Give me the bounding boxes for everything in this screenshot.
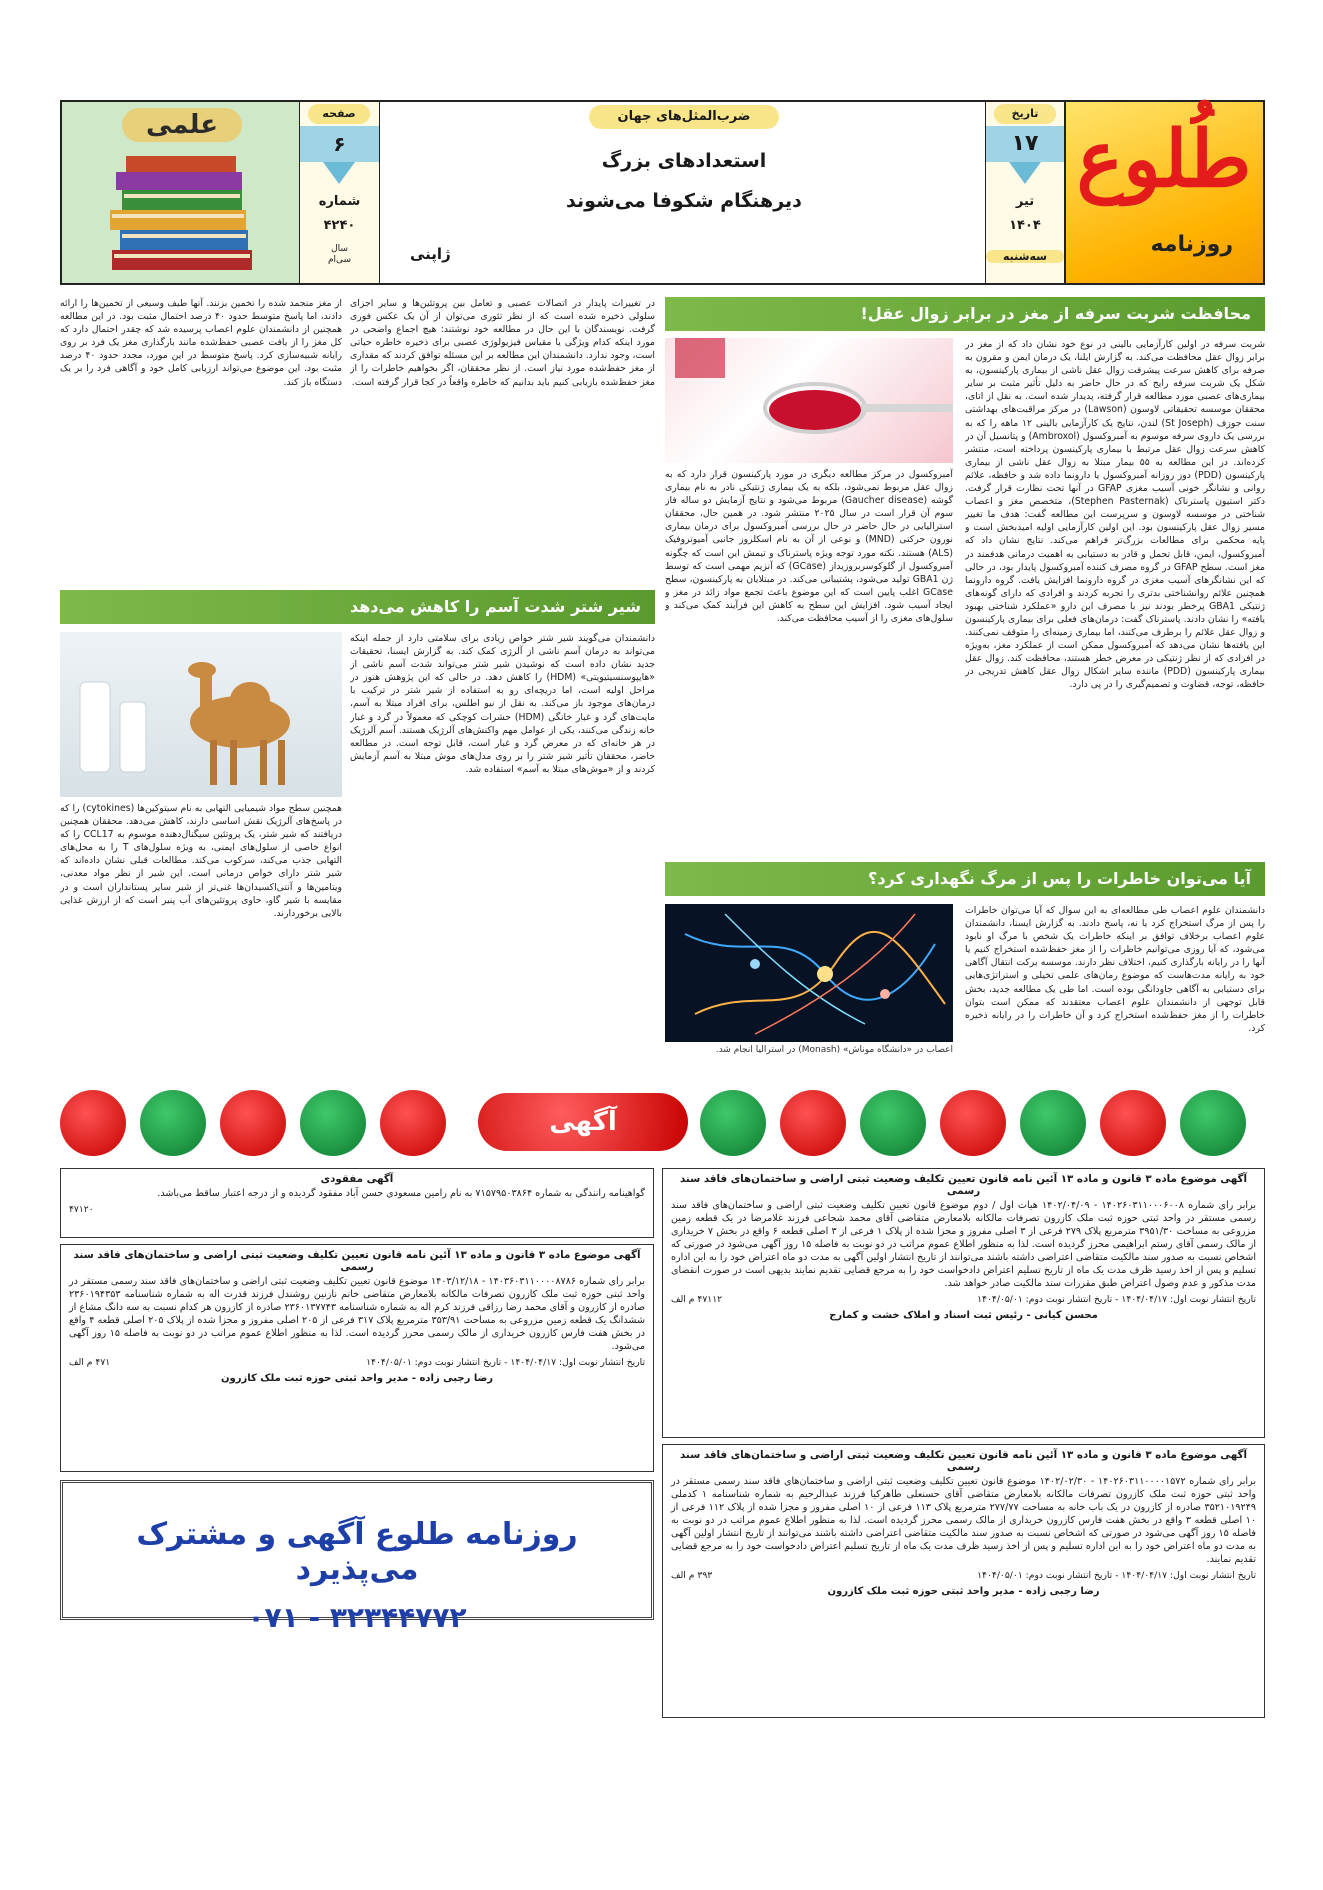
month-name: تیر [1015, 194, 1035, 209]
article-1-body: شربت سرفه در اولین کارآزمایی بالینی در نوع خود نشان داد که از مغز در برابر زوال عقل محافظت می‌کند. به گزارش ایلنا، یک درمان ایمن و مقرون به صرفه برای کاهش سرعت پیشرفت زوال عقل ناشی از بیماری پارکینسون، به شکل یک شربت سرفه رایج که در حال حاضر به دلیل تأثیر مثبت بر سایر بیماری‌های عصبی مورد مطالعه قرار گرفته، پدیدار شده است. به نقل از اتای، محققان موسسه تحقیقاتی لاوسون (Lawson) در مرکز مراقبت‌های بهداشتی سنت جوزف (St Joseph) لندن، نتایج یک کارآزمایی بالینی ۱۲ ماهه را که به بررسی یک داروی سرفه موسوم به آمبروکسول (Ambroxol) و پتانسیل آن در کاهش سرعت زوال عقل مرتبط با بیماری پارکینسون پرداخته است، منتشر کرده‌اند. در این مطالعه به ۵۵ بیمار مبتلا به زوال عقل ناشی از بیماری پارکینسون (PDD) دوز روزانه آمبروکسول یا دارونما داده شد و حافظه، علائم روانی و نشانگر خونی آسیب مغزی GFAP در آنها تحت نظارت قرار گرفت. دکتر استیون پاسترناک (Stephen Pasternak)، متخصص مغز و اعصاب شناختی در موسسه لاوسون و سرپرست این مطالعه گفت: هدف ما تغییر مسیر زوال عقل پارکینسون بود. این اولین کارآزمایی اولیه امیدبخش است و پایه محکمی برای مطالعات بزرگ‌تر فراهم می‌کند. نتایج نشان داد که آمبروکسول، ایمن، قابل تحمل و قادر به دستیابی به اهمیت درمانی هدفمند در مغز است. سطح GFAP در گروه مصرف کننده آمبروکسول پایدار بود، در حالی که این نشانگرهای آسیب مغزی در گروه دارونما افزایش یافت. گروه دارونما همچنین علائم روانشناختی بدتری را تجربه کردند و افرادی که دارای گونه‌های ژنتیکی GBA1 پرخطر بودند نیز با مصرف این دارو «عملکرد شناختی بهبود یافته» را نشان دادند. پاسترناک گفت: درمان‌های فعلی برای بیماری پارکینسون و زوال عقل علائم را برطرف می‌کنند، اما بیماری زمینه‌ای را متوقف نمی‌کنند. این یافته‌ها نشان می‌دهد که آمبروکسول ممکن است از عملکرد مغز، به‌ویژه در افرادی که از نظر ژنتیکی در معرض خطر هستند، محافظت کند. زوال عقل بیماری پارکینسون (PDD) ماننده سایر اشکال زوال عقل کاهش تدریجی در حافظه، توجه، قضاوت و تصمیم‌گیری را در پی دارد. [965, 339, 1265, 691]
notice-meta [69, 1357, 645, 1368]
arrow-down-icon [1009, 162, 1041, 184]
ad-strip-circle [700, 1090, 766, 1156]
notice-meta [69, 1204, 645, 1215]
logo-subtitle: روزنامه [1150, 232, 1233, 257]
notice-dates: تاریخ انتشار نوبت اول: ۱۴۰۴/۰۴/۱۷ - تاریخ انتشار نوبت دوم: ۱۴۰۴/۰۵/۰۱ [366, 1357, 645, 1368]
issue-label: شماره [318, 194, 361, 209]
page-panel [299, 102, 380, 283]
section-panel [62, 102, 299, 283]
neurons-image [665, 904, 953, 1042]
article-2-body: دانشمندان علوم اعصاب طی مطالعه‌ای به این سوال که آیا می‌توان خاطرات را پس از مرگ استخراج کرد یا نه، پاسخ دادند. به گزارش ایسنا، دانشمندان علوم اعصاب برخلاف توافق بر اینکه خاطرات یک شخص با مرگ او نابود می‌شود، که آیا روزی می‌توانیم خاطرات را از مغز حفظ‌شده استخراج کنیم یا آنها را در رایانه بارگذاری کنیم، اختلاف نظر دارند. موسسه برکت انتقال آگاهی خود به رایانه مدت‌هاست که موضوع رمان‌های علمی تخیلی و استراتژی‌هایی برای دستیابی به آگاهی جاودانگی بوده است. اما طی یک مطالعه جدید، بخش قابل توجهی از دانشمندان علوم اعصاب معتقدند که ممکن است بتوان خاطرات را از مغز حفظ‌شده استخراج کرد و آن خاطرات را در رایانه ذخیره کرد. [965, 905, 1265, 1034]
notice-dates: تاریخ انتشار نوبت اول: ۱۴۰۴/۰۴/۱۷ - تاریخ انتشار نوبت دوم: ۱۴۰۴/۰۵/۰۱ [977, 1570, 1256, 1581]
page-number: ۶ [300, 126, 379, 162]
day-number: ۱۷ [986, 126, 1064, 162]
ad-strip-circle [860, 1090, 926, 1156]
notice-body: برابر رای شماره ۱۴۰۲۶۰۳۱۱۰۰۰۰۱۵۷۲ - ۱۴۰۲/۰۲/۳۰ موضوع قانون تعیین تکلیف وضعیت ثبتی اراضی و ساختمان‌های فاقد سند رسمی مستقر در واحد ثبتی حوزه ثبت ملک کازرون تصرفات مالکانه بلامعارض متقاضی آقای حسنعلی طاهرکیا فرزند عبدالرحیم به شماره شناسنامه ۱ کدملی ۳۵۲۱۰۱۹۲۴۹ صادره از کازرون در یک باب خانه به مساحت ۲۷۷/۷۷ مترمربع پلاک ۱۱۳ فرعی از ۱۰ اصلی مفروز و مجزا شده از پلاک ۱۱۲ فرعی از ۱۰ اصلی قطعه ۳ واقع در بخش هفت فارس کازرون خریداری از مالک رسمی محرز گردیده است. لذا به منظور اطلاع عموم مراتب در دو نوبت به فاصله ۱۵ روز آگهی می‌شود در صورتی که اشخاص نسبت به صدور سند مالکیت متقاضی اعتراضی داشته باشند می‌توانند از تاریخ انتشار اولین آگهی به مدت دو ماه اعتراض خود را به این اداره تسلیم و پس از اخذ رسید ظرف مدت یک ماه از تاریخ تسلیم اعتراض دادخواست خود را به مرجع قضایی تقدیم نمایند. [671, 1476, 1257, 1565]
weekday-name: سه‌شنبه [986, 250, 1064, 263]
camel-icon [60, 632, 342, 797]
notice-code: ۴۷۱۲۰ [69, 1204, 94, 1215]
proverb-line-2: دیرهنگام شکوفا می‌شوند [566, 190, 802, 212]
article-5-body: از مغز منجمد شده را تخمین بزنند. آنها طیف وسیعی از تخمین‌ها را ارائه دادند، اما پاسخ متوسط حدود ۴۰ درصد احتمال مثبت بود. در این مطالعه همچنین از دانشمندان علوم اعصاب پرسیده شد که چقدر احتمال دارد که کل مغز را از یافت عصبی حفظ‌شده مانند بارگذاری مغز یک فرد بر روی رایانه شبیه‌سازی کرد. پاسخ متوسط در این مورد، مجدد حدود ۴۰ درصد مثبت بود. این موضوع می‌تواند ارزیابی کامل خود و آگاهی فرد را بر یک دستگاه باز کند. [60, 298, 342, 388]
promo-phone[interactable]: ۰۷۱ - ۳۲۳۴۴۷۷۲ [247, 1601, 467, 1634]
promo-headline: روزنامه طلوع آگهی و مشترک می‌پذیرد [136, 1517, 578, 1587]
article-3-title[interactable]: شیر شتر شدت آسم را کاهش می‌دهد [60, 590, 655, 624]
ad-strip-circle [1020, 1090, 1086, 1156]
subscription-promo[interactable] [60, 1480, 654, 1634]
notice-signature: محسن کیانی - رئیس ثبت اسناد و املاک خشت و کمارج [829, 1310, 1098, 1321]
volume-label: سال سی‌ام [327, 244, 352, 265]
ad-strip-circle [1100, 1090, 1166, 1156]
article-4-body: در تغییرات پایدار در اتصالات عصبی و تعامل بین پروتئین‌ها و سایر اجزای سلولی ذخیره شده است که از نظر تئوری می‌توان از آن یک عکس فوری گرفت. نویسندگان با این حال در مطالعه خود نوشتند: هیچ اجماع واضحی در مورد اینکه کدام ویژگی یا مقیاس فیزیولوژی عصبی برای ذخیره خاطره حیاتی است، وجود ندارد. دانشمندان این مطالعه بر این مسئله توافق کردند که مقداری از مغز حفظ‌شده مورد نیاز است. از نظر محققان، اگر بخواهیم خاطرات را از مغز حفظ‌شده بازیابی کنیم باید بدانیم که خاطره واقعاً در کجا قرار گرفته است. [350, 298, 655, 388]
notice-body: گواهینامه رانندگی به شماره ۷۱۵۷۹۵۰۳۸۶۴ به نام رامین مسعودی حسن آباد مفقود گردیده و از درجه اعتبار ساقط می‌باشد. [157, 1188, 645, 1199]
cough-syrup-image [665, 338, 953, 463]
ad-section-label: آگهی [478, 1093, 688, 1151]
ad-strip-circle [300, 1090, 366, 1156]
notice-title: آگهی موضوع ماده ۳ قانون و ماده ۱۳ آئین نامه قانون تعیین تکلیف وضعیت ثبتی اراضی و ساختمان‌های فاقد سند رسمی [679, 1449, 1248, 1473]
notice-code: ۴۷۱ م الف [69, 1357, 111, 1368]
logo-wordmark: طُلوع [1076, 114, 1252, 205]
notice-code: ۳۹۳ م الف [671, 1570, 713, 1581]
arrow-down-icon [323, 162, 355, 184]
article-2-title[interactable]: آیا می‌توان خاطرات را پس از مرگ نگهداری کرد؟ [665, 862, 1265, 896]
article-3-body: دانشمندان می‌گویند شیر شتر خواص زیادی برای سلامتی دارد از جمله اینکه می‌تواند به درمان آسم ناشی از آلرژی کمک کند. به گزارش ایسنا، تحقیقات جدید نشان داده است که نوشیدن شیر شتر می‌تواند شدت آسم ناشی از «هایپوسنسیتیویتی» (HDM) را کاهش دهد. در حالی که این پژوهش هنوز در مراحل اولیه است، اما دریچه‌ای رو به استفاده از شیر شتر در ترکیب با درمان‌های موجود باز می‌کند. به نقل از نیو اطلس، برای افراد مبتلا به آسم، مایت‌های گرد و غبار خانگی (HDM) حشرات کوچکی که معمولاً در گرد و غبار خانه زندگی می‌کنند، یکی از عوامل مهم واکنش‌های آلرژیک هستند. آسم آلرژیک در هر خانه‌ای که در معرض گرد و غبار است، قابل توجه است. در مطالعه حاضر، محققان تأثیر شیر شتر را بر روی مدل‌های موش مبتلا به آسم آزمایش کردند و از «موش‌های مبتلا به آسم» استفاده شد. [350, 633, 655, 775]
notice-body: برابر رای شماره ۱۴۰۲۶۰۳۱۱۰۰۰۶۰۰۸ - ۱۴۰۲/۰۴/۰۹ هیات اول / دوم موضوع قانون تعیین تکلیف وضعیت ثبتی اراضی و ساختمان‌های فاقد سند رسمی مستقر در واحد ثبتی حوزه ثبت ملک کازرون تصرفات مالکانه بلامعارض متقاضی آقای محمد شجاعی فرزند غلامرضا در یک قطعه زمین مزروعی به مساحت ۳۹۵۱/۳۰ مترمربع پلاک ۲۷۹ فرعی از ۳ اصلی مفروز و مجزا شده از پلاک ۱ فرعی از ۳ اصلی قطعه ۶ واقع در بخش ۷ خریداری از مالک رسمی آقای رستم ابراهیمی محرز گردیده است. لذا به منظور اطلاع عموم مراتب در دو نوبت به فاصله ۱۵ روز آگهی می‌شود در صورتی که اشخاص نسبت به صدور سند مالکیت متقاضی اعتراضی داشته باشند می‌توانند از تاریخ انتشار اولین آگهی به مدت دو ماه اعتراض خود را به این اداره تسلیم و پس از اخذ رسید ظرف مدت یک ماه از تاریخ تسلیم اعتراض دادخواست خود را به مرجع قضایی تقدیم نمایند بدیهی است در صورت انقضای مدت مذکور و عدم وصول اعتراض طبق مقررات سند مالکیت صادر خواهد شد. [671, 1200, 1257, 1289]
section-title: علمی [122, 108, 242, 142]
notice-meta [671, 1570, 1256, 1581]
page-label: صفحه [308, 104, 370, 124]
masthead [60, 100, 1265, 285]
ad-strip-circle [220, 1090, 286, 1156]
ad-strip-circle [60, 1090, 126, 1156]
neuron-network-icon [665, 904, 953, 1042]
newspaper-logo[interactable] [1064, 102, 1263, 283]
ad-strip-circle [940, 1090, 1006, 1156]
books-icon [102, 150, 262, 278]
spoon-syrup-icon [665, 338, 953, 463]
ad-strip-circle [140, 1090, 206, 1156]
article-3-body-continued: همچنین سطح مواد شیمیایی التهابی به نام سیتوکین‌ها (cytokines) را که در پاسخ‌های آلرژیک نقش اساسی دارند، کاهش می‌دهد. محققان همچنین دریافتند که شیر شتر، یک پروتئین سیگنال‌دهنده موسوم به CCL17 را که انواع خاصی از سلول‌های ایمنی، به ویژه سلول‌های T را به محل‌های التهابی جذب می‌کند، سرکوب می‌کند. مطالعات قبلی نشان داده‌اند که شیر شتر دارای خواص درمانی است. این شیر از نظر مواد معدنی، ویتامین‌ها و آنتی‌اکسیدان‌ها غنی‌تر از شیر سایر پستانداران است و در مقایسه با شیر گاو، حاوی پروتئین‌های آب پنیر است که از ارزش غذایی بالایی برخوردارند. [60, 803, 342, 919]
camel-milk-image [60, 632, 342, 797]
notice-code: ۴۷۱۱۲ م الف [671, 1294, 723, 1305]
notice-body: برابر رای شماره ۱۴۰۳۶۰۳۱۱۰۰۰۰۸۷۸۶ - ۱۴۰۳/۱۲/۱۸ موضوع قانون تعیین تکلیف وضعیت ثبتی اراضی و ساختمان‌های فاقد سند رسمی مستقر در واحد ثبتی حوزه ثبت ملک کازرون تصرفات مالکانه بلامعارض متقاضی خانم نازنین روشندل فرزند قدرت اله به شماره شناسنامه ۲۳۶۰۱۹۴۳۵۳ صادره از کازرون و آقای محمد رضا رزاقی فرزند کرم اله به شماره شناسنامه ۲۳۶۰۱۳۷۷۴۳ صادره از کازرون هر کدام نسبت به سه دانگ مشاع از ششدانگ یک قطعه زمین مزروعی به مساحت ۳۵۳/۹۱ مترمربع پلاک ۳۱۷ فرعی از ۲۰۵ اصلی مفروز و مجزا شده از پلاک ۲۰۵ اصلی قطعه ۴ واقع در بخش هفت فارس کازرون خریداری از مالک رسمی محرز گردیده است. لذا به منظور اطلاع عموم مراتب در دو نوبت به فاصله ۱۵ روز آگهی می‌شود. [69, 1276, 646, 1352]
article-1-body-continued: آمبروکسول در مرکز مطالعه دیگری در مورد پارکینسون قرار دارد که به زوال عقل مربوط نمی‌شود، بلکه به یک بیماری ژنتیکی نادر به نام بیماری گوشه (Gaucher disease) مربوط می‌شود و نتایج آزمایش دو ساله فاز سوم آن قرار است در سال ۲۰۲۵ منتشر شود. در همین حال، محققان استرالیایی در حال حاضر در حال بررسی آمبروکسول برای درمان بیماری نورون حرکتی (MND) و نوعی از آن به نام اسکلروز جانبی آمیوتروفیک (ALS) هستند. نکته مورد توجه ویژه پاسترناک و تیمش این است که چگونه آمبروکسول از گلوکوسربروزیداز (GCase) که آنزیم مهمی است که توسط ژن GBA1 تولید می‌شود، پشتیبانی می‌کند. در مبتلایان به پارکینسون، سطح GCase اغلب پایین است که این موضوع باعث تجمع مواد زائد در مغز و ایجاد آسیب شود. افزایش این سطح به کاهش این فرآیند کمک می‌کند و سلول‌های مغزی را از آسیب محافظت می‌کند. [665, 469, 953, 625]
legal-notice-3[interactable] [60, 1244, 654, 1472]
notice-signature: رضا رجبی زاده - مدیر واحد ثبتی حوزه ثبت ملک کازرون [220, 1373, 494, 1384]
ad-strip-circle [380, 1090, 446, 1156]
notice-title: آگهی موضوع ماده ۳ قانون و ماده ۱۳ آئین نامه قانون تعیین تکلیف وضعیت ثبتی اراضی و ساختمان‌های فاقد سند رسمی [73, 1249, 641, 1273]
article-1-title[interactable]: محافظت شربت سرفه از مغز در برابر زوال عقل! [665, 297, 1265, 331]
proverb-panel [380, 102, 988, 283]
notice-meta [671, 1294, 1256, 1305]
proverb-label: ضرب‌المثل‌های جهان [589, 105, 779, 129]
date-label: تاریخ [994, 104, 1056, 124]
year-number: ۱۴۰۴ [1009, 218, 1041, 233]
legal-notice-1[interactable] [662, 1168, 1265, 1438]
notice-dates: تاریخ انتشار نوبت اول: ۱۴۰۴/۰۴/۱۷ - تاریخ انتشار نوبت دوم: ۱۴۰۴/۰۵/۰۱ [977, 1294, 1256, 1305]
date-panel [985, 102, 1064, 283]
notice-title: آگهی مفقودی [320, 1173, 394, 1185]
issue-number: ۴۲۴۰ [323, 218, 356, 233]
ad-strip-circle [780, 1090, 846, 1156]
neurons-image-caption: اعصاب در «دانشگاه موناش» (Monash) در استرالیا انجام شد. [715, 1045, 953, 1055]
proverb-source: ژاپنی [410, 245, 451, 263]
proverb-line-1: استعدادهای بزرگ [601, 150, 767, 172]
lost-notice[interactable] [60, 1168, 654, 1238]
legal-notice-2[interactable] [662, 1444, 1265, 1718]
notice-title: آگهی موضوع ماده ۳ قانون و ماده ۱۳ آئین نامه قانون تعیین تکلیف وضعیت ثبتی اراضی و ساختمان‌های فاقد سند رسمی [679, 1173, 1248, 1197]
notice-signature: رضا رجبی زاده - مدیر واحد ثبتی حوزه ثبت ملک کازرون [827, 1586, 1100, 1597]
ad-strip-circle [1180, 1090, 1246, 1156]
